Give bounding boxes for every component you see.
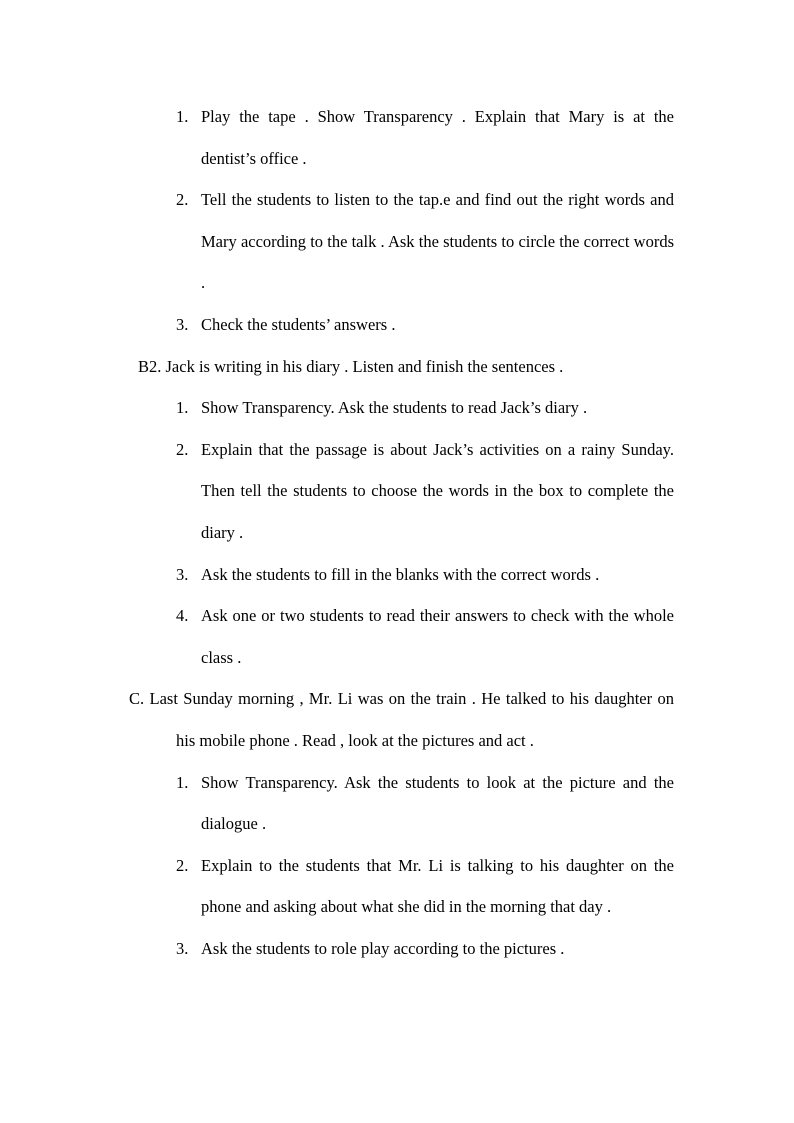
list-item [176,554,674,596]
list-item [176,762,674,845]
list-text: Show Transparency. Ask the students to read Jack’s diary . [201,398,588,418]
list-text: Ask one or two students to read their answers to check with the whole class . [201,606,674,667]
list-item [176,304,674,346]
section-c [0,678,794,969]
list-text: Show Transparency. Ask the students to look at the picture and the dialogue . [201,772,674,834]
list-number: 1. [176,398,189,418]
list-number: 2. [176,439,189,459]
section-a-list [0,96,794,346]
section-b2-heading: B2. Jack is writing in his diary . Listen and finish the sentences . [138,356,564,376]
list-text: Tell the students to listen to the tap.e and find out the right words and Mary according to the talk . Ask the students to circle the correct words . [201,190,674,293]
list-item [176,179,674,304]
list-number: 2. [176,855,189,875]
document-content [0,96,794,969]
list-number: 1. [176,107,189,126]
list-number: 1. [176,772,189,792]
list-number: 3. [176,938,189,958]
list-item [176,387,674,429]
list-number: 3. [176,314,189,334]
list-item [176,845,674,928]
list-number: 2. [176,190,189,210]
list-item [176,928,674,970]
list-number: 4. [176,606,189,626]
list-number: 3. [176,564,189,584]
list-text: Check the students’ answers . [201,314,396,334]
section-b2 [0,346,794,679]
list-item [176,595,674,678]
list-text: Ask the students to role play according to the pictures . [201,938,565,958]
list-text: Ask the students to fill in the blanks with the correct words . [201,564,600,584]
list-item [176,96,674,179]
list-text: Explain that the passage is about Jack’s activities on a rainy Sunday. Then tell the students to choose the words in the box to complete the diary . [201,439,674,542]
list-text: Play the tape . Show Transparency . Explain that Mary is at the dentist’s office . [201,107,674,168]
list-text: Explain to the students that Mr. Li is talking to his daughter on the phone and asking about what she did in the morning that day . [201,855,674,917]
list-item [176,429,674,554]
section-c-heading: C. Last Sunday morning , Mr. Li was on the train . He talked to his daughter on his mobile phone . Read , look at the pictures and act . [129,689,674,750]
